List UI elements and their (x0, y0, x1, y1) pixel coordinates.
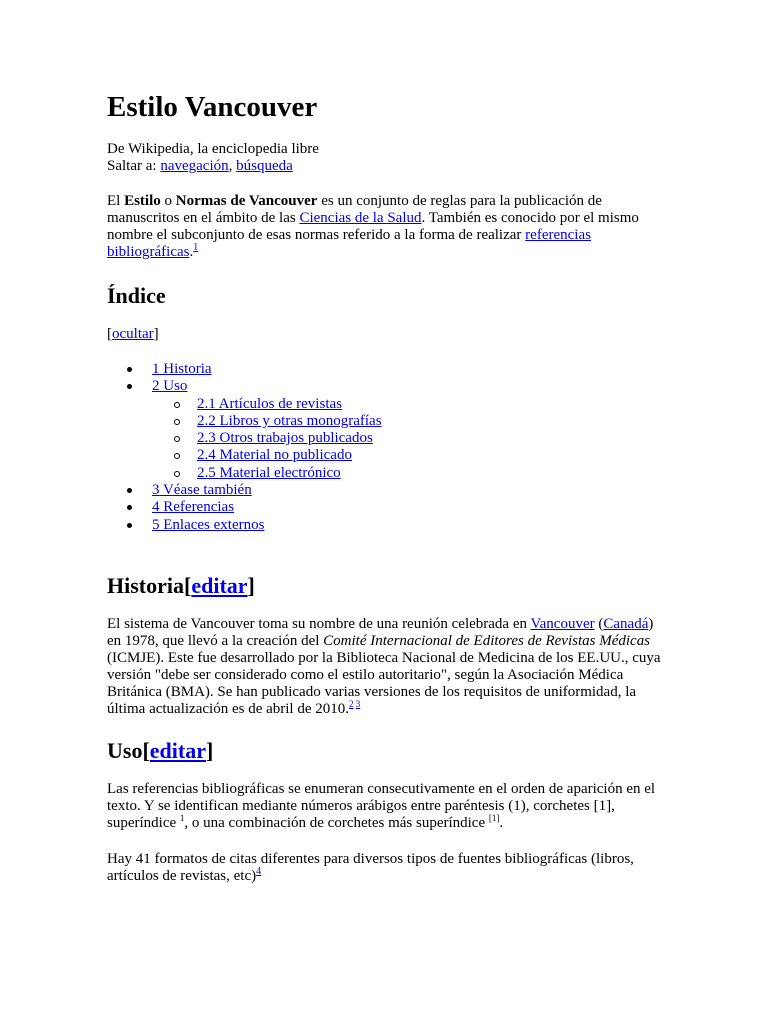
uso-text: Las referencias bibliográficas se enumeran consecutivamente en el orden de aparición en el texto. Y se identifican mediante números arábigos entre paréntesis (1), corchetes [1], superíndice (107, 781, 656, 831)
toc-item-uso (107, 378, 627, 395)
jump-search-link[interactable]: búsqueda (236, 158, 293, 174)
intro-text: . (189, 244, 194, 260)
historia-paragraph (107, 616, 667, 718)
toc-hide-link[interactable]: ocultar (112, 326, 154, 342)
jump-prefix: Saltar a: (107, 158, 161, 174)
toc-item-material-electronico (107, 465, 627, 482)
uso-text: , o una combinación de corchetes más superíndice (184, 815, 489, 831)
page-title: Estilo Vancouver (107, 91, 318, 123)
toc-list (107, 361, 627, 534)
uso-edit-link[interactable]: editar (149, 738, 206, 763)
toc-item-libros (107, 413, 627, 430)
citation-link-1[interactable]: 1 (193, 242, 199, 253)
historia-edit-link[interactable]: editar (191, 573, 248, 598)
intro-paragraph (107, 193, 667, 261)
toc-item-otros-trabajos (107, 430, 627, 447)
toc-toggle (107, 326, 667, 343)
jump-separator: , (228, 158, 237, 174)
toc-link-uso[interactable]: 2 Uso (152, 378, 188, 395)
uso-paragraph-1 (107, 781, 667, 832)
referencias-bibliograficas-link[interactable]: referencias bibliográficas (107, 227, 591, 260)
intro-text: . También es conocido por el mismo nombre el subconjunto de esas normas referido a la forma de realizar (107, 210, 639, 243)
bracket-close: ] (247, 573, 255, 598)
citation-link-4[interactable]: 4 (256, 866, 262, 877)
historia-text: ) en 1978, que llevó a la creación del (107, 616, 654, 649)
historia-text: ( (594, 616, 604, 632)
intro-text: El (107, 193, 125, 209)
toc-heading: Índice (107, 283, 166, 308)
uso-paragraph-2 (107, 851, 667, 885)
bracket-open: [ (107, 326, 112, 342)
historia-text: (ICMJE). Este fue desarrollado por la Biblioteca Nacional de Medicina de los EE.UU., cuya versión "debe ser considerado como el estilo autoritario", según la Asociación Médica Británica (BMA). Se han publicado varias versiones de los requisitos de uniformidad, la última actualización es de abril de 2010. (107, 650, 661, 717)
toc-item-historia (107, 361, 627, 378)
toc-link-enlaces-externos[interactable]: 5 Enlaces externos (152, 516, 265, 533)
bracket-superscript-example: [1] (488, 813, 500, 823)
uso-text: . (499, 815, 504, 831)
toc-link-otros-trabajos[interactable]: 2.3 Otros trabajos publicados (197, 430, 373, 447)
toc-item-articulos (107, 396, 627, 413)
intro-text: o (160, 193, 176, 209)
bracket-close: ] (153, 326, 159, 342)
bracket-open: [ (142, 738, 150, 763)
toc-link-material-no-publicado[interactable]: 2.4 Material no publicado (197, 447, 352, 464)
icmje-italic: Comité Internacional de Editores de Revistas Médicas (323, 633, 651, 649)
toc-link-vease-tambien[interactable]: 3 Véase también (152, 482, 252, 499)
toc-item-referencias (107, 499, 627, 516)
toc-link-articulos[interactable]: 2.1 Artículos de revistas (197, 395, 342, 412)
superscript-example: 1 (179, 813, 185, 823)
intro-bold-estilo: Estilo (124, 193, 161, 209)
jump-navigation-link[interactable]: navegación (160, 158, 229, 174)
toc-link-material-electronico[interactable]: 2.5 Material electrónico (197, 464, 341, 481)
uso-heading-text: Uso (107, 738, 143, 763)
toc-link-historia[interactable]: 1 Historia (152, 361, 212, 377)
intro-text: es un conjunto de reglas para la publicación de manuscritos en el ámbito de las (107, 193, 602, 226)
uso-heading (107, 738, 213, 764)
toc-item-vease-tambien (107, 482, 627, 499)
toc-link-referencias[interactable]: 4 Referencias (152, 499, 235, 516)
site-subtitle (107, 141, 667, 175)
toc-link-libros[interactable]: 2.2 Libros y otras monografías (197, 412, 382, 429)
toc-item-enlaces-externos (107, 517, 627, 534)
historia-heading-text: Historia (107, 573, 184, 598)
toc-item-material-no-publicado (107, 447, 627, 464)
citation-link-3[interactable]: 3 (355, 699, 361, 709)
historia-text: El sistema de Vancouver toma su nombre de una reunión celebrada en (107, 616, 531, 632)
citation-link-2[interactable]: 2 (349, 699, 354, 709)
canada-link[interactable]: Canadá (603, 616, 649, 632)
ciencias-salud-link[interactable]: Ciencias de la Salud (299, 210, 422, 226)
bracket-close: ] (205, 738, 214, 763)
jump-line (107, 158, 667, 175)
uso-text: Hay 41 formatos de citas diferentes para diversos tipos de fuentes bibliográficas (libros, artículos de revistas, etc) (107, 851, 634, 884)
intro-bold-normas: Normas de Vancouver (175, 193, 318, 209)
historia-heading (107, 573, 255, 599)
bracket-open: [ (184, 573, 192, 598)
source-line: De Wikipedia, la enciclopedia libre (107, 141, 319, 157)
vancouver-link[interactable]: Vancouver (530, 616, 595, 632)
